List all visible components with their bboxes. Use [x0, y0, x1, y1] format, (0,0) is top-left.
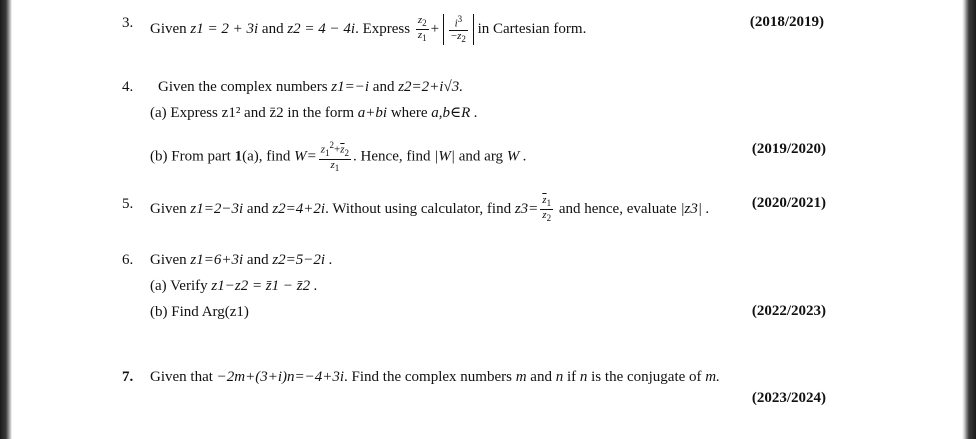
question-number: 6.: [122, 252, 134, 268]
question-number: 7.: [122, 369, 134, 385]
question-text: Given z1 = 2 + 3i and z2 = 4 − 4i. Express $\frac{z_2}{z_1}$ + $\frac{i^3}{-z_2}$ in Cartesian form.: [150, 13, 587, 44]
question-text: Given z1=2−3i and z2=4+2i. Without using calculator, find z3= $\frac{\overline{z}_1}{z_2}$ and hence, evaluate |z3| .: [150, 194, 710, 224]
question-text: Given that −2m+(3+i)n=−4+3i. Find the complex numbers m and n if n is the conjugate of m.: [150, 369, 720, 385]
fraction-w: $\frac{z_1^2+\overline{z}_2}{z_1}$: [320, 140, 350, 174]
question-text: Given z1=6+3i and z2=5−2i .: [150, 252, 333, 268]
fraction-z2-over-z1: $\frac{z_2}{z_1}$: [417, 13, 427, 44]
fraction-z3: $\frac{\overline{z}_1}{z_2}$: [542, 194, 552, 224]
question-number: 4.: [122, 79, 134, 95]
bracket-expression: $\frac{i^3}{-z_2}$: [443, 14, 474, 45]
part-a: (a) Verify z1−z2 = z̄1 − z̄2 .: [150, 278, 318, 294]
exam-year: (2022/2023): [751, 303, 826, 319]
question-number: 3.: [122, 15, 134, 31]
question-text: Given the complex numbers z1=−i and z2=2+i√3.: [158, 79, 463, 95]
exam-year: (2020/2021): [751, 195, 826, 211]
exam-year: (2019/2020): [751, 141, 826, 157]
exam-year: (2023/2024): [751, 390, 826, 406]
right-edge-shadow: [962, 0, 976, 439]
part-b: (b) Find Arg(z1): [150, 304, 249, 320]
part-b: (b) From part 1(a), find W= $\frac{z_1^2+\overline{z}_2}{z_1}$ . Hence, find |W| and arg W .: [150, 140, 527, 174]
exam-year: (2018/2019): [749, 14, 824, 30]
question-number: 5.: [122, 196, 134, 212]
left-edge-shadow: [0, 0, 12, 439]
part-a: (a) Express z1² and z̄2 in the form a+bi where a,b∈R .: [150, 105, 478, 121]
